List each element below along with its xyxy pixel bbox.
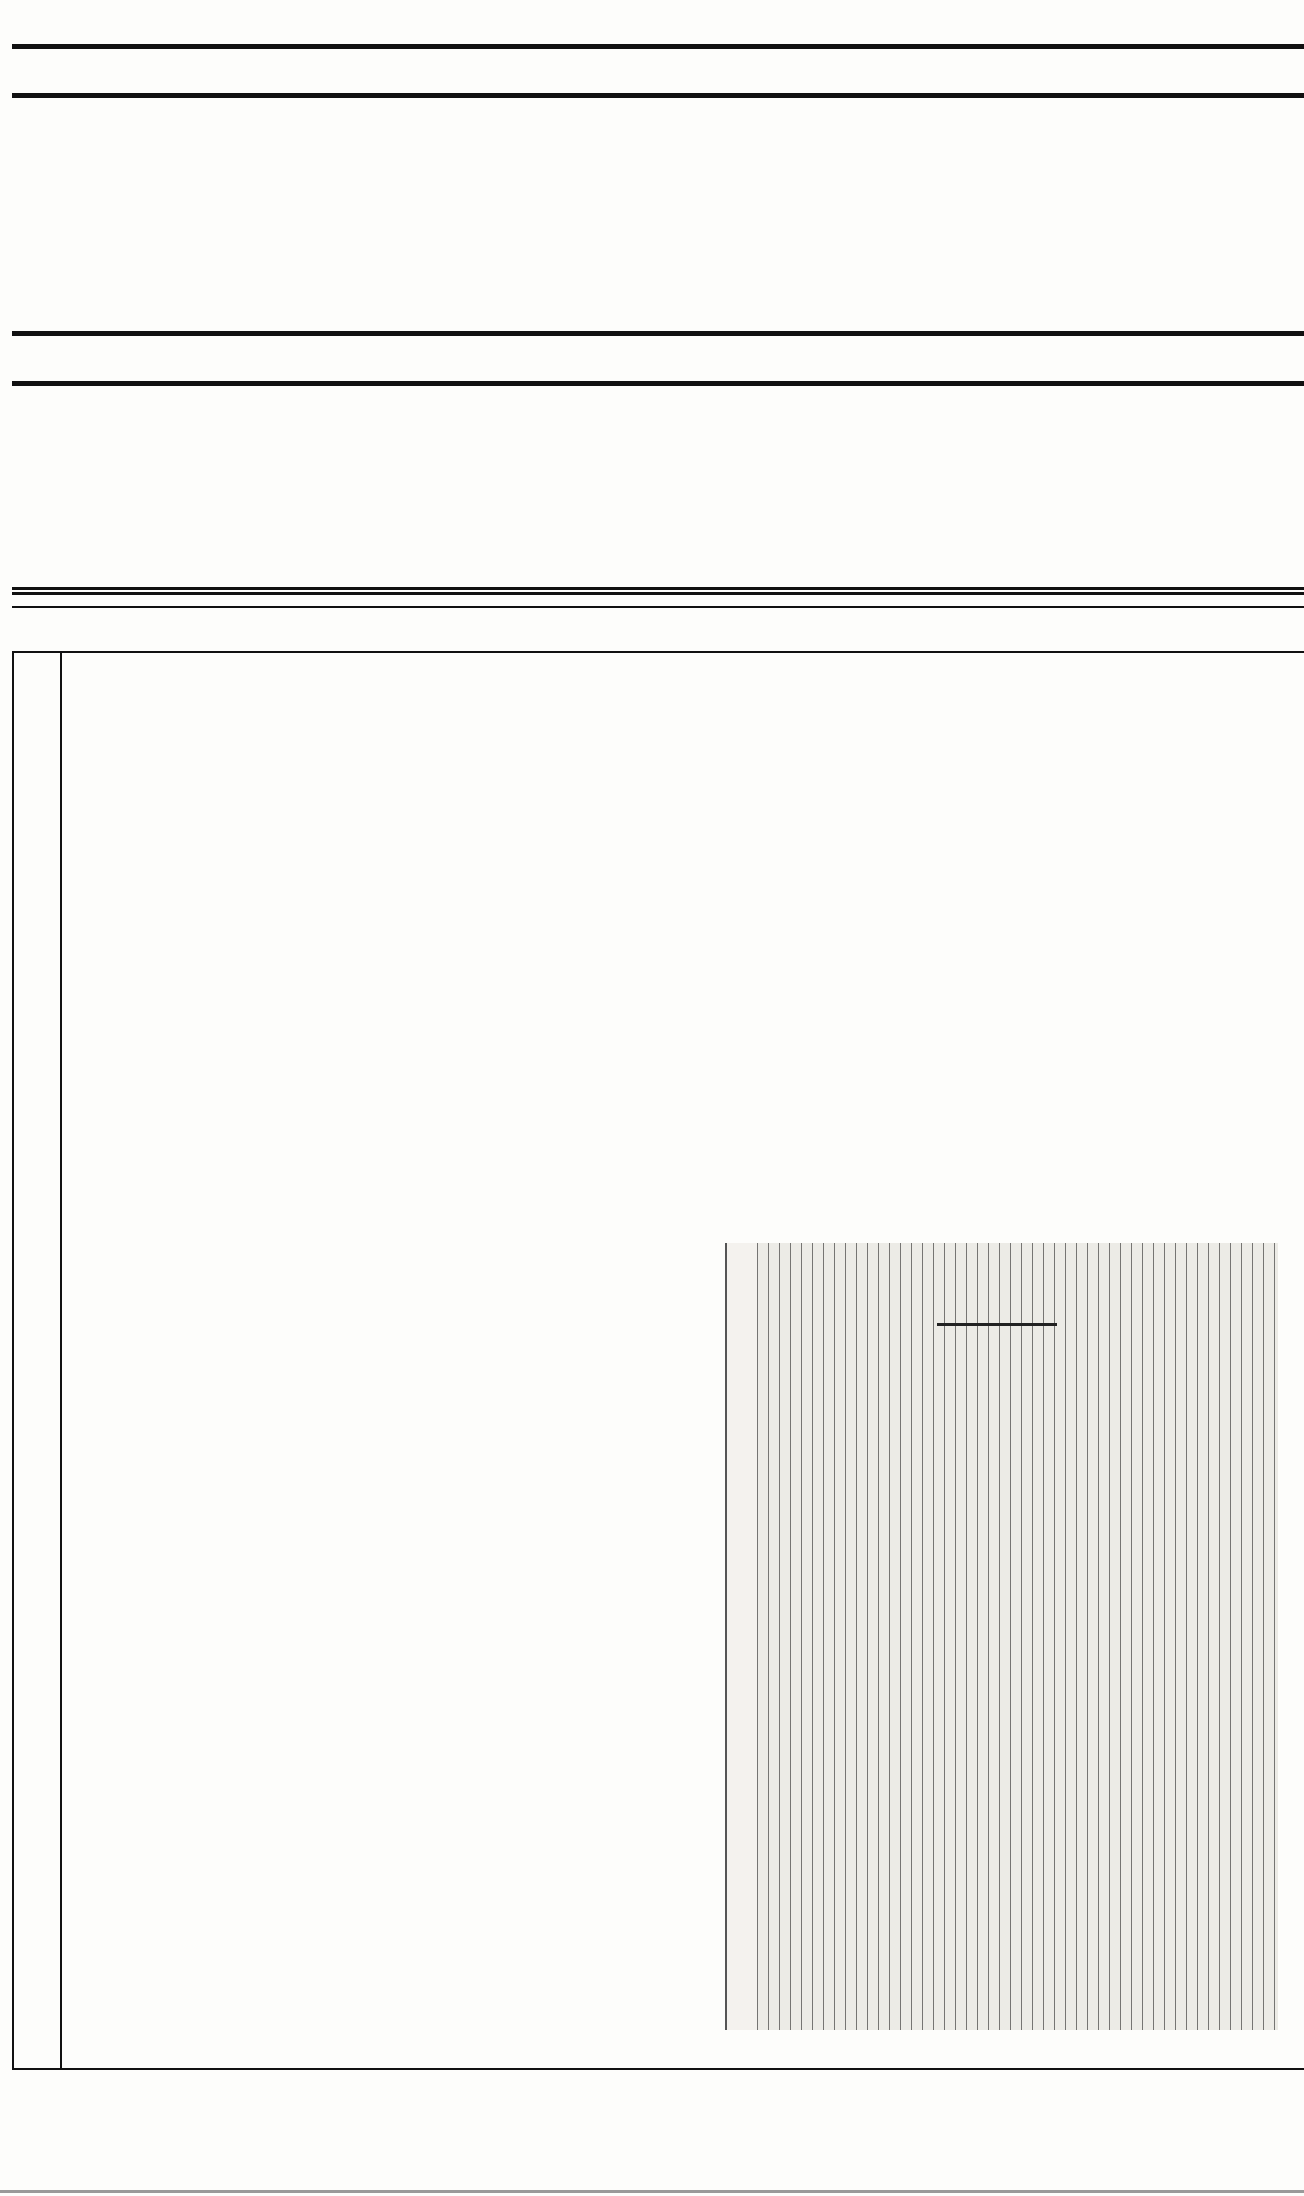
children-column-divider xyxy=(60,651,62,2069)
children-top-rule xyxy=(12,606,1304,608)
obituary-clipping xyxy=(725,1243,1278,2030)
children-bottom-rule xyxy=(12,2068,1304,2070)
wife-header-rule xyxy=(12,381,1304,386)
wife-top-rule xyxy=(12,331,1304,336)
obituary-separator xyxy=(937,1323,1057,1326)
husband-header-rule xyxy=(12,93,1304,98)
bottom-edge xyxy=(0,2190,1304,2193)
children-header-rule xyxy=(12,651,1304,653)
top-rule xyxy=(12,44,1304,49)
clipping-texture xyxy=(757,1243,1278,2030)
children-left-border xyxy=(12,651,14,2069)
wife-bottom-rule xyxy=(12,587,1304,595)
